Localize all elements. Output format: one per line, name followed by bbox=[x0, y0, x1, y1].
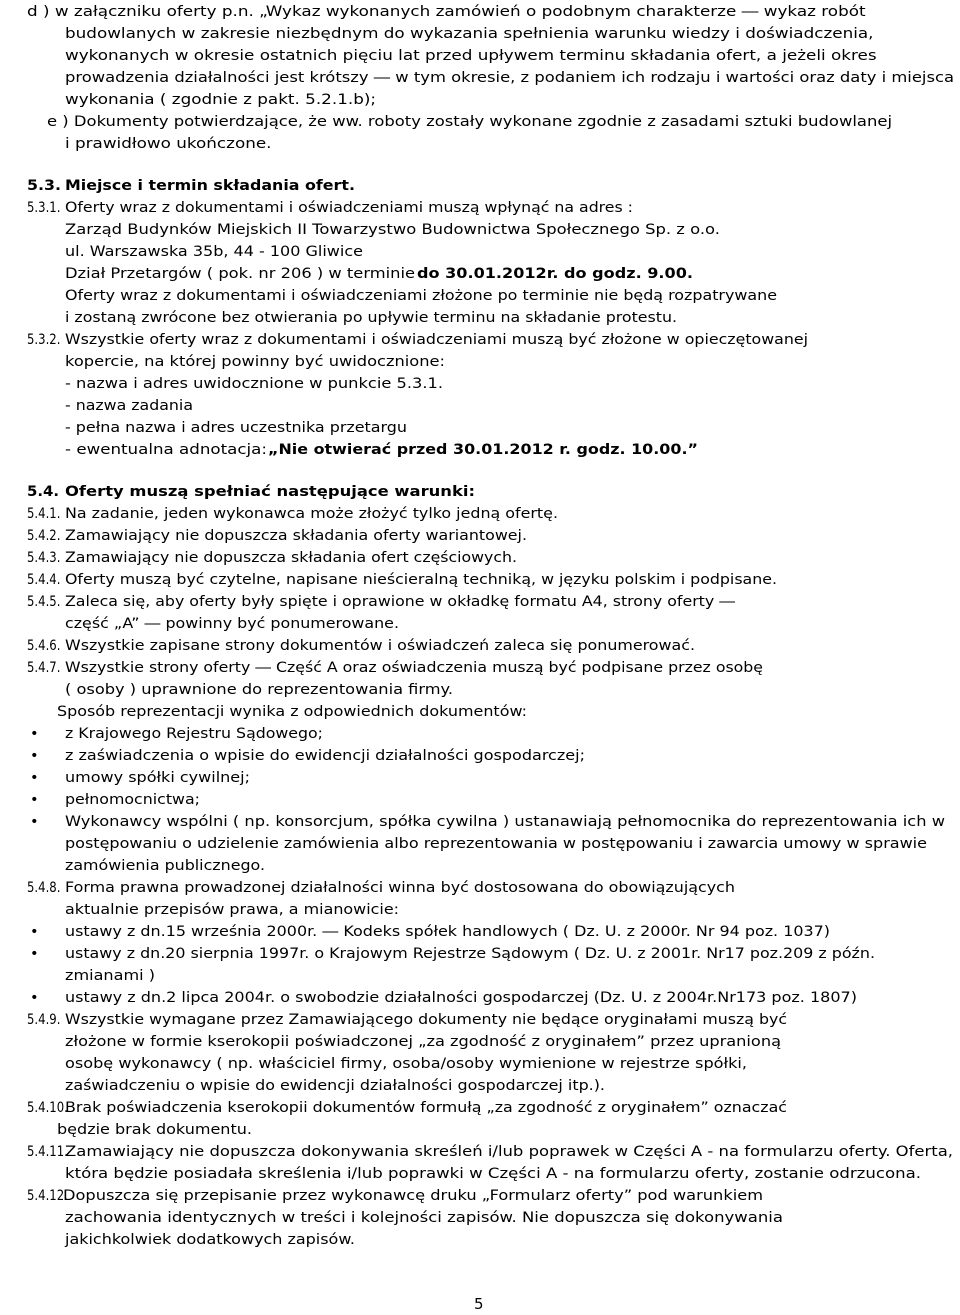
text-line: - nazwa i adres uwidocznione w punkcie 5.3.1. bbox=[65, 375, 443, 392]
text-line: Oferty muszą spełniać następujące warunki: bbox=[65, 483, 475, 500]
text-line: 5.4.4. bbox=[27, 571, 61, 588]
text-line: 5.4.5. bbox=[27, 593, 61, 610]
text-line: Wszystkie zapisane strony dokumentów i oświadczeń zaleca się ponumerować. bbox=[65, 637, 695, 654]
page-number: 5 bbox=[474, 1295, 484, 1313]
text-line: budowlanych w zakresie niezbędnym do wykazania spełnienia warunku wiedzy i doświadczenia, bbox=[65, 25, 874, 42]
text-line: Dział Przetargów ( pok. nr 206 ) w terminie bbox=[65, 265, 415, 282]
text-line: zamówienia publicznego. bbox=[65, 857, 265, 874]
text-line: Miejsce i termin składania ofert. bbox=[65, 177, 355, 194]
bullet-icon: • bbox=[30, 791, 39, 808]
bullet-icon: • bbox=[30, 923, 39, 940]
text-line: Brak poświadczenia kserokopii dokumentów formułą „za zgodność z oryginałem” oznaczać bbox=[65, 1099, 788, 1116]
text-line: umowy spółki cywilnej; bbox=[65, 769, 250, 786]
text-line: e ) Dokumenty potwierdzające, że ww. roboty zostały wykonane zgodnie z zasadami sztuki budowlanej bbox=[47, 113, 893, 130]
bullet-icon: • bbox=[30, 945, 39, 962]
text-line: zachowania identycznych w treści i kolejności zapisów. Nie dopuszcza się dokonywania bbox=[65, 1209, 783, 1226]
bullet-icon: • bbox=[30, 989, 39, 1006]
text-line: prowadzenia działalności jest krótszy ― w tym okresie, z podaniem ich rodzaju i wartości oraz daty i miejsca bbox=[65, 69, 954, 86]
text-line: złożone w formie kserokopii poświadczonej „za zgodność z oryginałem” przez upranioną bbox=[65, 1033, 781, 1050]
text-line: Oferty wraz z dokumentami i oświadczeniami złożone po terminie nie będą rozpatrywane bbox=[65, 287, 777, 304]
text-line: ustawy z dn.15 września 2000r. ― Kodeks spółek handlowych ( Dz. U. z 2000r. Nr 94 poz. 1037) bbox=[65, 923, 830, 940]
text-line: Oferty muszą być czytelne, napisane nieścieralną techniką, w języku polskim i podpisane. bbox=[65, 571, 777, 588]
text-line: - pełna nazwa i adres uczestnika przetargu bbox=[65, 419, 407, 436]
text-line: i prawidłowo ukończone. bbox=[65, 135, 272, 152]
text-line: 5.3.1. bbox=[27, 199, 61, 216]
text-line: która będzie posiadała skreślenia i/lub poprawki w Części A - na formularzu oferty, zostanie odrzucona. bbox=[65, 1165, 921, 1182]
text-line: 5.4.12. bbox=[27, 1187, 68, 1204]
text-line: 5.4.7. bbox=[27, 659, 61, 676]
bullet-icon: • bbox=[30, 769, 39, 786]
text-line: 5.3.2. bbox=[27, 331, 61, 348]
text-line: 5.4.1. bbox=[27, 505, 61, 522]
text-line: część „A” ― powinny być ponumerowane. bbox=[65, 615, 399, 632]
text-line: 5.4.9. bbox=[27, 1011, 61, 1028]
text-line: - ewentualna adnotacja: bbox=[65, 441, 267, 458]
text-line: Zaleca się, aby oferty były spięte i oprawione w okładkę formatu A4, strony oferty ― bbox=[65, 593, 736, 610]
text-line: z zaświadczenia o wpisie do ewidencji działalności gospodarczej; bbox=[65, 747, 585, 764]
text-line: z Krajowego Rejestru Sądowego; bbox=[65, 725, 323, 742]
text-line: Dopuszcza się przepisanie przez wykonawcę druku „Formularz oferty” pod warunkiem bbox=[63, 1187, 763, 1204]
bullet-icon: • bbox=[30, 813, 39, 830]
text-line: 5.4.3. bbox=[27, 549, 61, 566]
text-line: Zarząd Budynków Miejskich II Towarzystwo Budownictwa Społecznego Sp. z o.o. bbox=[65, 221, 720, 238]
text-line: pełnomocnictwa; bbox=[65, 791, 200, 808]
text-line: Wykonawcy wspólni ( np. konsorcjum, spółka cywilna ) ustanawiają pełnomocnika do reprezentowania ich w bbox=[65, 813, 945, 830]
text-line: ul. Warszawska 35b, 44 - 100 Gliwice bbox=[65, 243, 363, 260]
text-line: Wszystkie wymagane przez Zamawiającego dokumenty nie będące oryginałami muszą być bbox=[65, 1011, 787, 1028]
text-line: będzie brak dokumentu. bbox=[57, 1121, 253, 1138]
text-line: ( osoby ) uprawnione do reprezentowania firmy. bbox=[65, 681, 453, 698]
text-line: do 30.01.2012r. do godz. 9.00. bbox=[417, 265, 693, 282]
text-line: postępowaniu o udzielenie zamówienia albo reprezentowania w postępowaniu i zawarcia umowy w sprawie bbox=[65, 835, 927, 852]
text-line: Sposób reprezentacji wynika z odpowiednich dokumentów: bbox=[57, 703, 527, 720]
text-line: zaświadczeniu o wpisie do ewidencji działalności gospodarczej itp.). bbox=[65, 1077, 605, 1094]
text-line: d ) w załączniku oferty p.n. „Wykaz wykonanych zamówień o podobnym charakterze ― wykaz robót bbox=[27, 3, 866, 20]
text-line: 5.4. bbox=[27, 483, 59, 500]
text-line: ustawy z dn.20 sierpnia 1997r. o Krajowym Rejestrze Sądowym ( Dz. U. z 2001r. Nr17 poz.209 z późn. bbox=[65, 945, 875, 962]
text-line: „Nie otwierać przed 30.01.2012 r. godz. 10.00.” bbox=[268, 441, 698, 458]
text-line: wykonanych w okresie ostatnich pięciu lat przed upływem terminu składania ofert, a jeżeli okres bbox=[65, 47, 877, 64]
text-line: Zamawiający nie dopuszcza dokonywania skreśleń i/lub poprawek w Części A - na formularzu oferty. Oferta, bbox=[65, 1143, 953, 1160]
text-line: Zamawiający nie dopuszcza składania ofert częściowych. bbox=[65, 549, 517, 566]
text-line: zmianami ) bbox=[65, 967, 155, 984]
text-line: - nazwa zadania bbox=[65, 397, 193, 414]
text-line: wykonania ( zgodnie z pakt. 5.2.1.b); bbox=[65, 91, 377, 108]
text-line: osobę wykonawcy ( np. właściciel firmy, osoba/osoby wymienione w rejestrze spółki, bbox=[65, 1055, 747, 1072]
text-line: Wszystkie oferty wraz z dokumentami i oświadczeniami muszą być złożone w opieczętowanej bbox=[65, 331, 809, 348]
text-line: Wszystkie strony oferty ― Część A oraz oświadczenia muszą być podpisane przez osobę bbox=[65, 659, 763, 676]
text-line: 5.4.10. bbox=[27, 1099, 68, 1116]
text-line: ustawy z dn.2 lipca 2004r. o swobodzie działalności gospodarczej (Dz. U. z 2004r.Nr173 poz. 1807) bbox=[65, 989, 858, 1006]
text-line: i zostaną zwrócone bez otwierania po upływie terminu na składanie protestu. bbox=[65, 309, 677, 326]
text-line: 5.4.2. bbox=[27, 527, 61, 544]
bullet-icon: • bbox=[30, 747, 39, 764]
text-line: Zamawiający nie dopuszcza składania oferty wariantowej. bbox=[65, 527, 527, 544]
text-line: 5.4.8. bbox=[27, 879, 61, 896]
text-line: jakichkolwiek dodatkowych zapisów. bbox=[65, 1231, 355, 1248]
text-line: Oferty wraz z dokumentami i oświadczeniami muszą wpłynąć na adres : bbox=[65, 199, 633, 216]
bullet-icon: • bbox=[30, 725, 39, 742]
text-line: aktualnie przepisów prawa, a mianowicie: bbox=[65, 901, 399, 918]
text-line: Forma prawna prowadzonej działalności winna być dostosowana do obowiązujących bbox=[65, 879, 735, 896]
text-line: kopercie, na której powinny być uwidocznione: bbox=[65, 353, 445, 370]
text-line: Na zadanie, jeden wykonawca może złożyć tylko jedną ofertę. bbox=[65, 505, 558, 522]
text-line: 5.3. bbox=[27, 177, 61, 194]
text-line: 5.4.6. bbox=[27, 637, 61, 654]
text-line: 5.4.11. bbox=[27, 1143, 68, 1160]
